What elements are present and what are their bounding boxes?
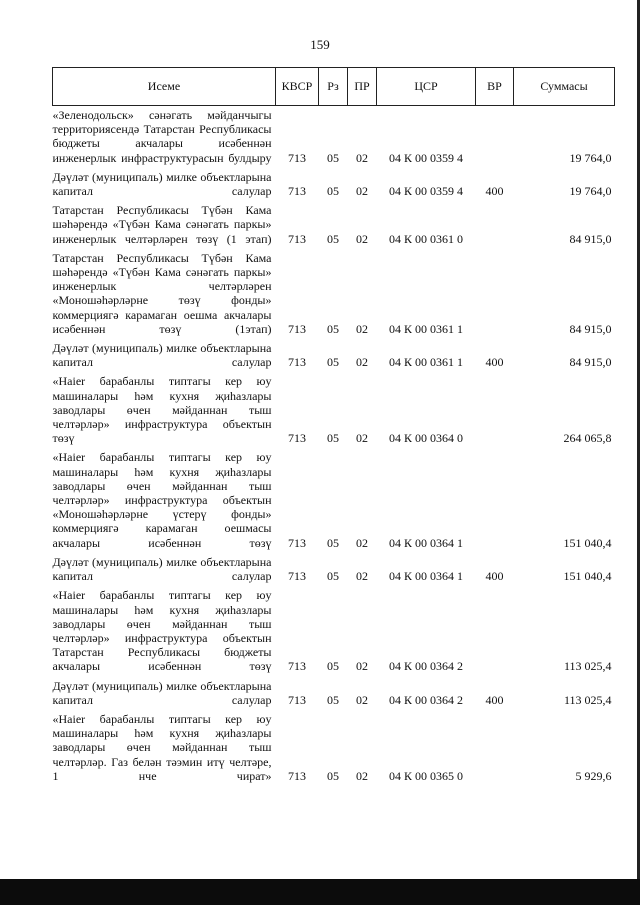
- row-name: «Haier барабанлы типтагы кер юу машиналары һәм кухня җиһазлары заводлары өчен мәйданнан тыш челтәрләр. Газ белән тәэмин итү челтәре, 1 нче чират»: [52, 711, 272, 783]
- row-csr: 04 К 00 0364 0: [388, 431, 463, 446]
- row-sum: 84 915,0: [569, 231, 612, 246]
- row-kvsr: 713: [288, 150, 306, 165]
- row-rz: 05: [327, 535, 339, 550]
- row-vr: 400: [485, 355, 504, 370]
- row-sum: 113 025,4: [563, 659, 612, 674]
- header-rz: Рз: [319, 68, 348, 106]
- row-name: «Haier барабанлы типтагы кер юу машиналары һәм кухня җиһазлары заводлары өчен мәйданнан тыш челтәрләр» инфраструктура объектын Татарстан Республикасы бюджеты акчалары исәбеннән төзү: [52, 588, 272, 674]
- row-pr: 02: [356, 768, 368, 783]
- row-vr: [476, 372, 514, 448]
- row-name: Татарстан Республикасы Түбән Кама шәһәрендә «Түбән Кама сәнәгать паркы» инженерлык челтәрләрен «Моношәһәрләрне төзү фонды» коммерциягә карамаган оешма акчалары исәбеннән төзү (1этап): [52, 250, 272, 336]
- row-vr: [476, 710, 514, 786]
- row-pr: 02: [356, 535, 368, 550]
- row-kvsr: 713: [288, 535, 306, 550]
- row-name: «Haier барабанлы типтагы кер юу машиналары һәм кухня җиһазлары заводлары өчен мәйданнан тыш челтәрләр» инфраструктура объектын «Моношәһәрләрне үстерү фонды» коммерциягә карамаган оешмасы акчалары исәбеннән төзү: [52, 450, 272, 550]
- row-name: Дәүләт (муниципаль) милке объектларына капитал салулар: [52, 169, 272, 199]
- row-pr: 02: [356, 355, 368, 370]
- row-csr: 04 К 00 0361 1: [388, 355, 463, 370]
- row-kvsr: 713: [288, 231, 306, 246]
- table-row: [53, 249, 615, 339]
- row-vr: [476, 106, 514, 168]
- table-row: [53, 372, 615, 448]
- row-rz: 05: [327, 321, 339, 336]
- row-rz: 05: [327, 231, 339, 246]
- row-pr: 02: [356, 184, 368, 199]
- row-kvsr: 713: [288, 768, 306, 783]
- scan-bottom-border: [0, 879, 640, 905]
- row-csr: 04 К 00 0364 1: [388, 535, 463, 550]
- budget-table: [52, 67, 615, 786]
- row-pr: 02: [356, 150, 368, 165]
- row-rz: 05: [327, 184, 339, 199]
- row-pr: 02: [356, 431, 368, 446]
- row-name: Дәүләт (муниципаль) милке объектларына капитал салулар: [52, 678, 272, 707]
- header-sum: Суммасы: [514, 68, 615, 106]
- row-csr: 04 К 00 0359 4: [388, 150, 463, 165]
- row-sum: 264 065,8: [563, 431, 612, 446]
- row-kvsr: 713: [288, 569, 306, 584]
- row-pr: 02: [356, 659, 368, 674]
- row-sum: 19 764,0: [569, 184, 612, 199]
- row-rz: 05: [327, 692, 339, 707]
- row-csr: 04 К 00 0364 1: [388, 569, 463, 584]
- table-row: [53, 201, 615, 249]
- header-vr: ВР: [476, 68, 514, 106]
- header-csr: ЦСР: [377, 68, 476, 106]
- row-vr: 400: [485, 569, 504, 584]
- header-name: Исеме: [53, 68, 276, 106]
- row-csr: 04 К 00 0361 1: [388, 321, 463, 336]
- row-pr: 02: [356, 321, 368, 336]
- row-rz: 05: [327, 355, 339, 370]
- row-name: Дәүләт (муниципаль) милке объектларына капитал салулар: [52, 341, 272, 370]
- row-rz: 05: [327, 768, 339, 783]
- table-row: [53, 448, 615, 552]
- row-csr: 04 К 00 0364 2: [388, 692, 463, 707]
- row-sum: 84 915,0: [569, 321, 612, 336]
- header-kvsr: КВСР: [276, 68, 319, 106]
- row-vr: [476, 448, 514, 552]
- row-sum: 19 764,0: [569, 150, 612, 165]
- table-row: [53, 553, 615, 586]
- table-header-row: [53, 68, 615, 106]
- row-vr: 400: [485, 692, 504, 707]
- row-kvsr: 713: [288, 184, 306, 199]
- row-sum: 113 025,4: [563, 692, 612, 707]
- row-rz: 05: [327, 659, 339, 674]
- row-name: «Haier барабанлы типтагы кер юу машиналары һәм кухня җиһазлары заводлары өчен мәйданнан тыш челтәрләр» инфраструктура объектын төзү: [52, 374, 272, 446]
- table-row: [53, 168, 615, 201]
- row-sum: 151 040,4: [563, 535, 612, 550]
- row-csr: 04 К 00 0361 0: [388, 231, 463, 246]
- row-vr: 400: [485, 184, 504, 199]
- row-csr: 04 К 00 0365 0: [388, 768, 463, 783]
- row-sum: 151 040,4: [563, 569, 612, 584]
- row-kvsr: 713: [288, 321, 306, 336]
- row-rz: 05: [327, 150, 339, 165]
- row-pr: 02: [356, 569, 368, 584]
- row-vr: [476, 201, 514, 249]
- page-number: 159: [310, 37, 330, 52]
- row-csr: 04 К 00 0359 4: [388, 184, 463, 199]
- row-kvsr: 713: [288, 355, 306, 370]
- row-rz: 05: [327, 569, 339, 584]
- row-sum: 5 929,6: [575, 768, 612, 783]
- table-row: [53, 677, 615, 710]
- row-name: Дәүләт (муниципаль) милке объектларына капитал салулар: [52, 554, 272, 584]
- table-row: [53, 710, 615, 786]
- row-pr: 02: [356, 692, 368, 707]
- row-kvsr: 713: [288, 692, 306, 707]
- row-sum: 84 915,0: [569, 355, 612, 370]
- row-vr: [476, 249, 514, 339]
- row-csr: 04 К 00 0364 2: [388, 659, 463, 674]
- header-pr: ПР: [348, 68, 377, 106]
- table-row: [53, 586, 615, 676]
- row-name: «Зеленодольск» сәнәгать мәйданчыгы территориясендә Татарстан Республикасы бюджеты акчалары исәбеннән инженерлык инфраструктурасын булдыру: [52, 108, 272, 165]
- row-pr: 02: [356, 231, 368, 246]
- table-row: [53, 106, 615, 168]
- table-body: [53, 106, 615, 786]
- row-kvsr: 713: [288, 659, 306, 674]
- table-row: [53, 339, 615, 372]
- row-vr: [476, 586, 514, 676]
- row-rz: 05: [327, 431, 339, 446]
- row-name: Татарстан Республикасы Түбән Кама шәһәрендә «Түбән Кама сәнәгать паркы» инженерлык челтәрләрен төзү (1 этап): [52, 203, 272, 246]
- row-kvsr: 713: [288, 431, 306, 446]
